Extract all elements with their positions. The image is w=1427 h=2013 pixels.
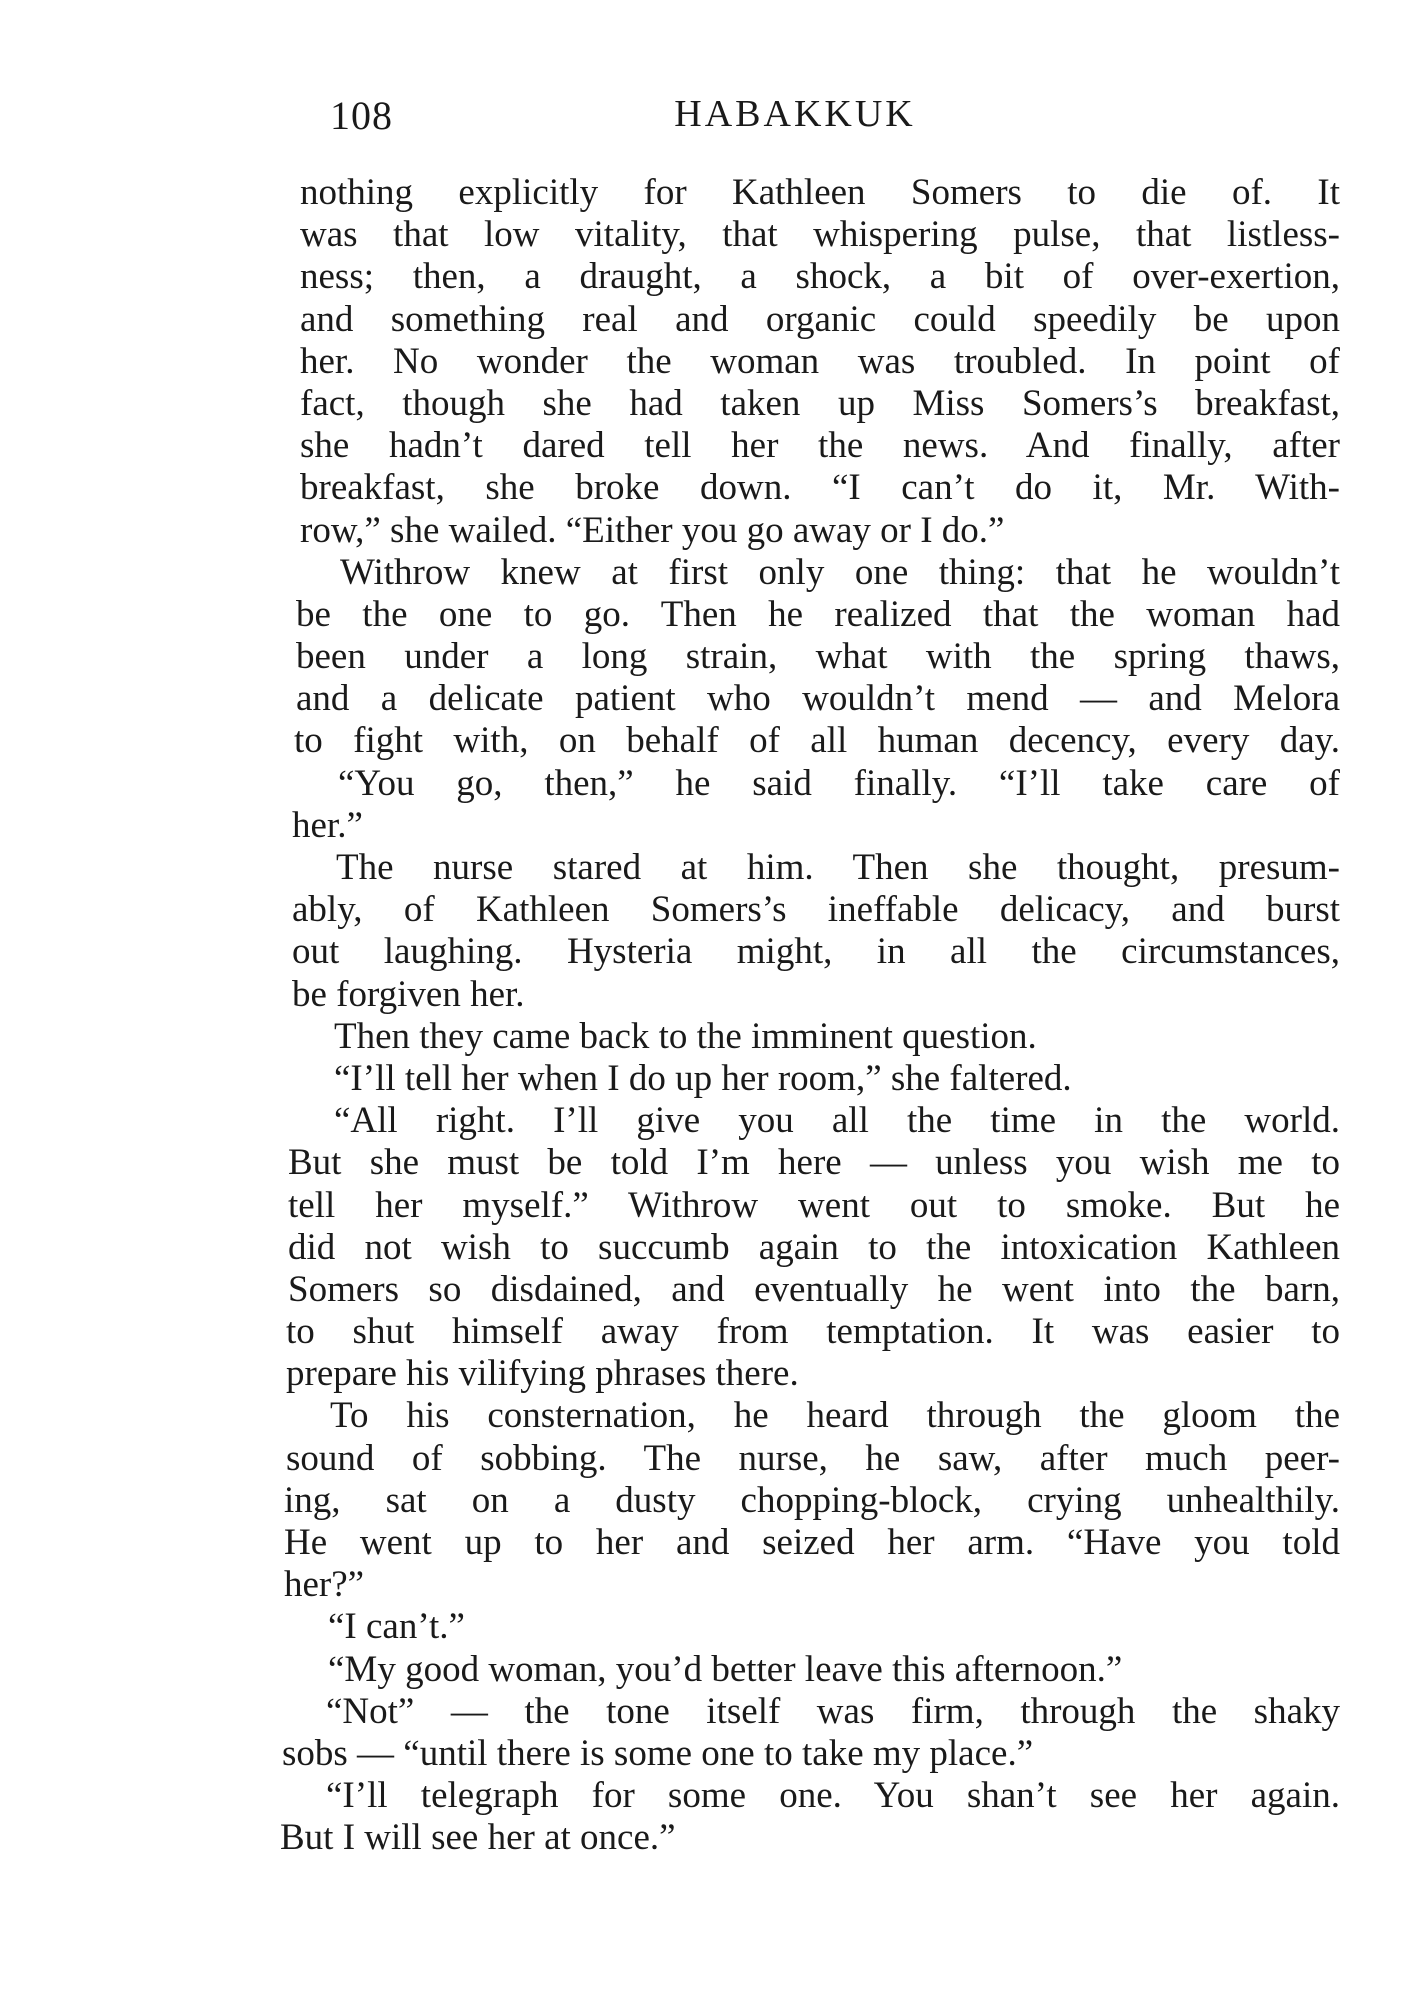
- text-line: be the one to go. Then he realized that the woman had: [296, 593, 1340, 635]
- text-line: to fight with, on behalf of all human decency, every day.: [294, 720, 1340, 762]
- text-line: sobs — “until there is some one to take my place.”: [282, 1732, 1034, 1774]
- text-line: ably, of Kathleen Somers’s ineffable delicacy, and burst: [292, 889, 1340, 931]
- body-text: [280, 172, 1340, 1860]
- text-line: “You go, then,” he said finally. “I’ll take care of: [338, 762, 1340, 804]
- text-line: But I will see her at once.”: [280, 1817, 676, 1859]
- text-line: did not wish to succumb again to the intoxication Kathleen: [288, 1226, 1340, 1268]
- running-title: HABAKKUK: [674, 93, 916, 135]
- text-line: Then they came back to the imminent question.: [334, 1015, 1037, 1057]
- text-line: her. No wonder the woman was troubled. In point of: [300, 340, 1340, 382]
- text-line: out laughing. Hysteria might, in all the circumstances,: [292, 931, 1340, 973]
- text-line: she hadn’t dared tell her the news. And finally, after: [300, 425, 1340, 467]
- text-line: He went up to her and seized her arm. “Have you told: [284, 1522, 1340, 1563]
- text-line: nothing explicitly for Kathleen Somers to die of. It: [300, 172, 1340, 213]
- text-line: fact, though she had taken up Miss Somers’s breakfast,: [300, 382, 1340, 424]
- text-line: “I’ll telegraph for some one. You shan’t see her again.: [326, 1775, 1340, 1817]
- text-line: her?”: [284, 1564, 365, 1606]
- text-line: and a delicate patient who wouldn’t mend — and Melora: [296, 678, 1340, 720]
- text-line: The nurse stared at him. Then she thought, presum-: [336, 847, 1340, 888]
- text-line: “All right. I’ll give you all the time in the world.: [334, 1100, 1340, 1142]
- text-line: breakfast, she broke down. “I can’t do it, Mr. With-: [300, 467, 1340, 509]
- text-line: to shut himself away from temptation. It was easier to: [286, 1311, 1340, 1353]
- text-line: been under a long strain, what with the spring thaws,: [296, 636, 1340, 678]
- text-line: her.”: [292, 804, 363, 846]
- text-line: was that low vitality, that whispering pulse, that listless-: [300, 214, 1340, 256]
- text-line: prepare his vilifying phrases there.: [286, 1353, 799, 1395]
- text-line: “My good woman, you’d better leave this afternoon.”: [328, 1648, 1123, 1690]
- running-head: [330, 92, 1260, 152]
- text-line: “I can’t.”: [328, 1606, 465, 1648]
- text-line: sound of sobbing. The nurse, he saw, after much peer-: [286, 1437, 1340, 1479]
- text-line: and something real and organic could speedily be upon: [300, 298, 1340, 340]
- text-line: row,” she wailed. “Either you go away or I do.”: [300, 509, 1005, 551]
- text-line: tell her myself.” Withrow went out to smoke. But he: [288, 1184, 1340, 1226]
- text-line: To his consternation, he heard through the gloom the: [330, 1395, 1340, 1437]
- text-line: “I’ll tell her when I do up her room,” she faltered.: [334, 1057, 1072, 1099]
- text-line: “Not” — the tone itself was firm, through the shaky: [326, 1690, 1340, 1732]
- page-number: 108: [330, 93, 393, 138]
- text-line: Withrow knew at first only one thing: that he wouldn’t: [340, 551, 1340, 593]
- text-line: Somers so disdained, and eventually he went into the barn,: [288, 1268, 1340, 1310]
- text-line: be forgiven her.: [292, 973, 525, 1015]
- text-line: But she must be told I’m here — unless you wish me to: [288, 1142, 1340, 1184]
- text-line: ing, sat on a dusty chopping-block, crying unhealthily.: [284, 1479, 1340, 1521]
- text-line: ness; then, a draught, a shock, a bit of over-exertion,: [300, 256, 1340, 298]
